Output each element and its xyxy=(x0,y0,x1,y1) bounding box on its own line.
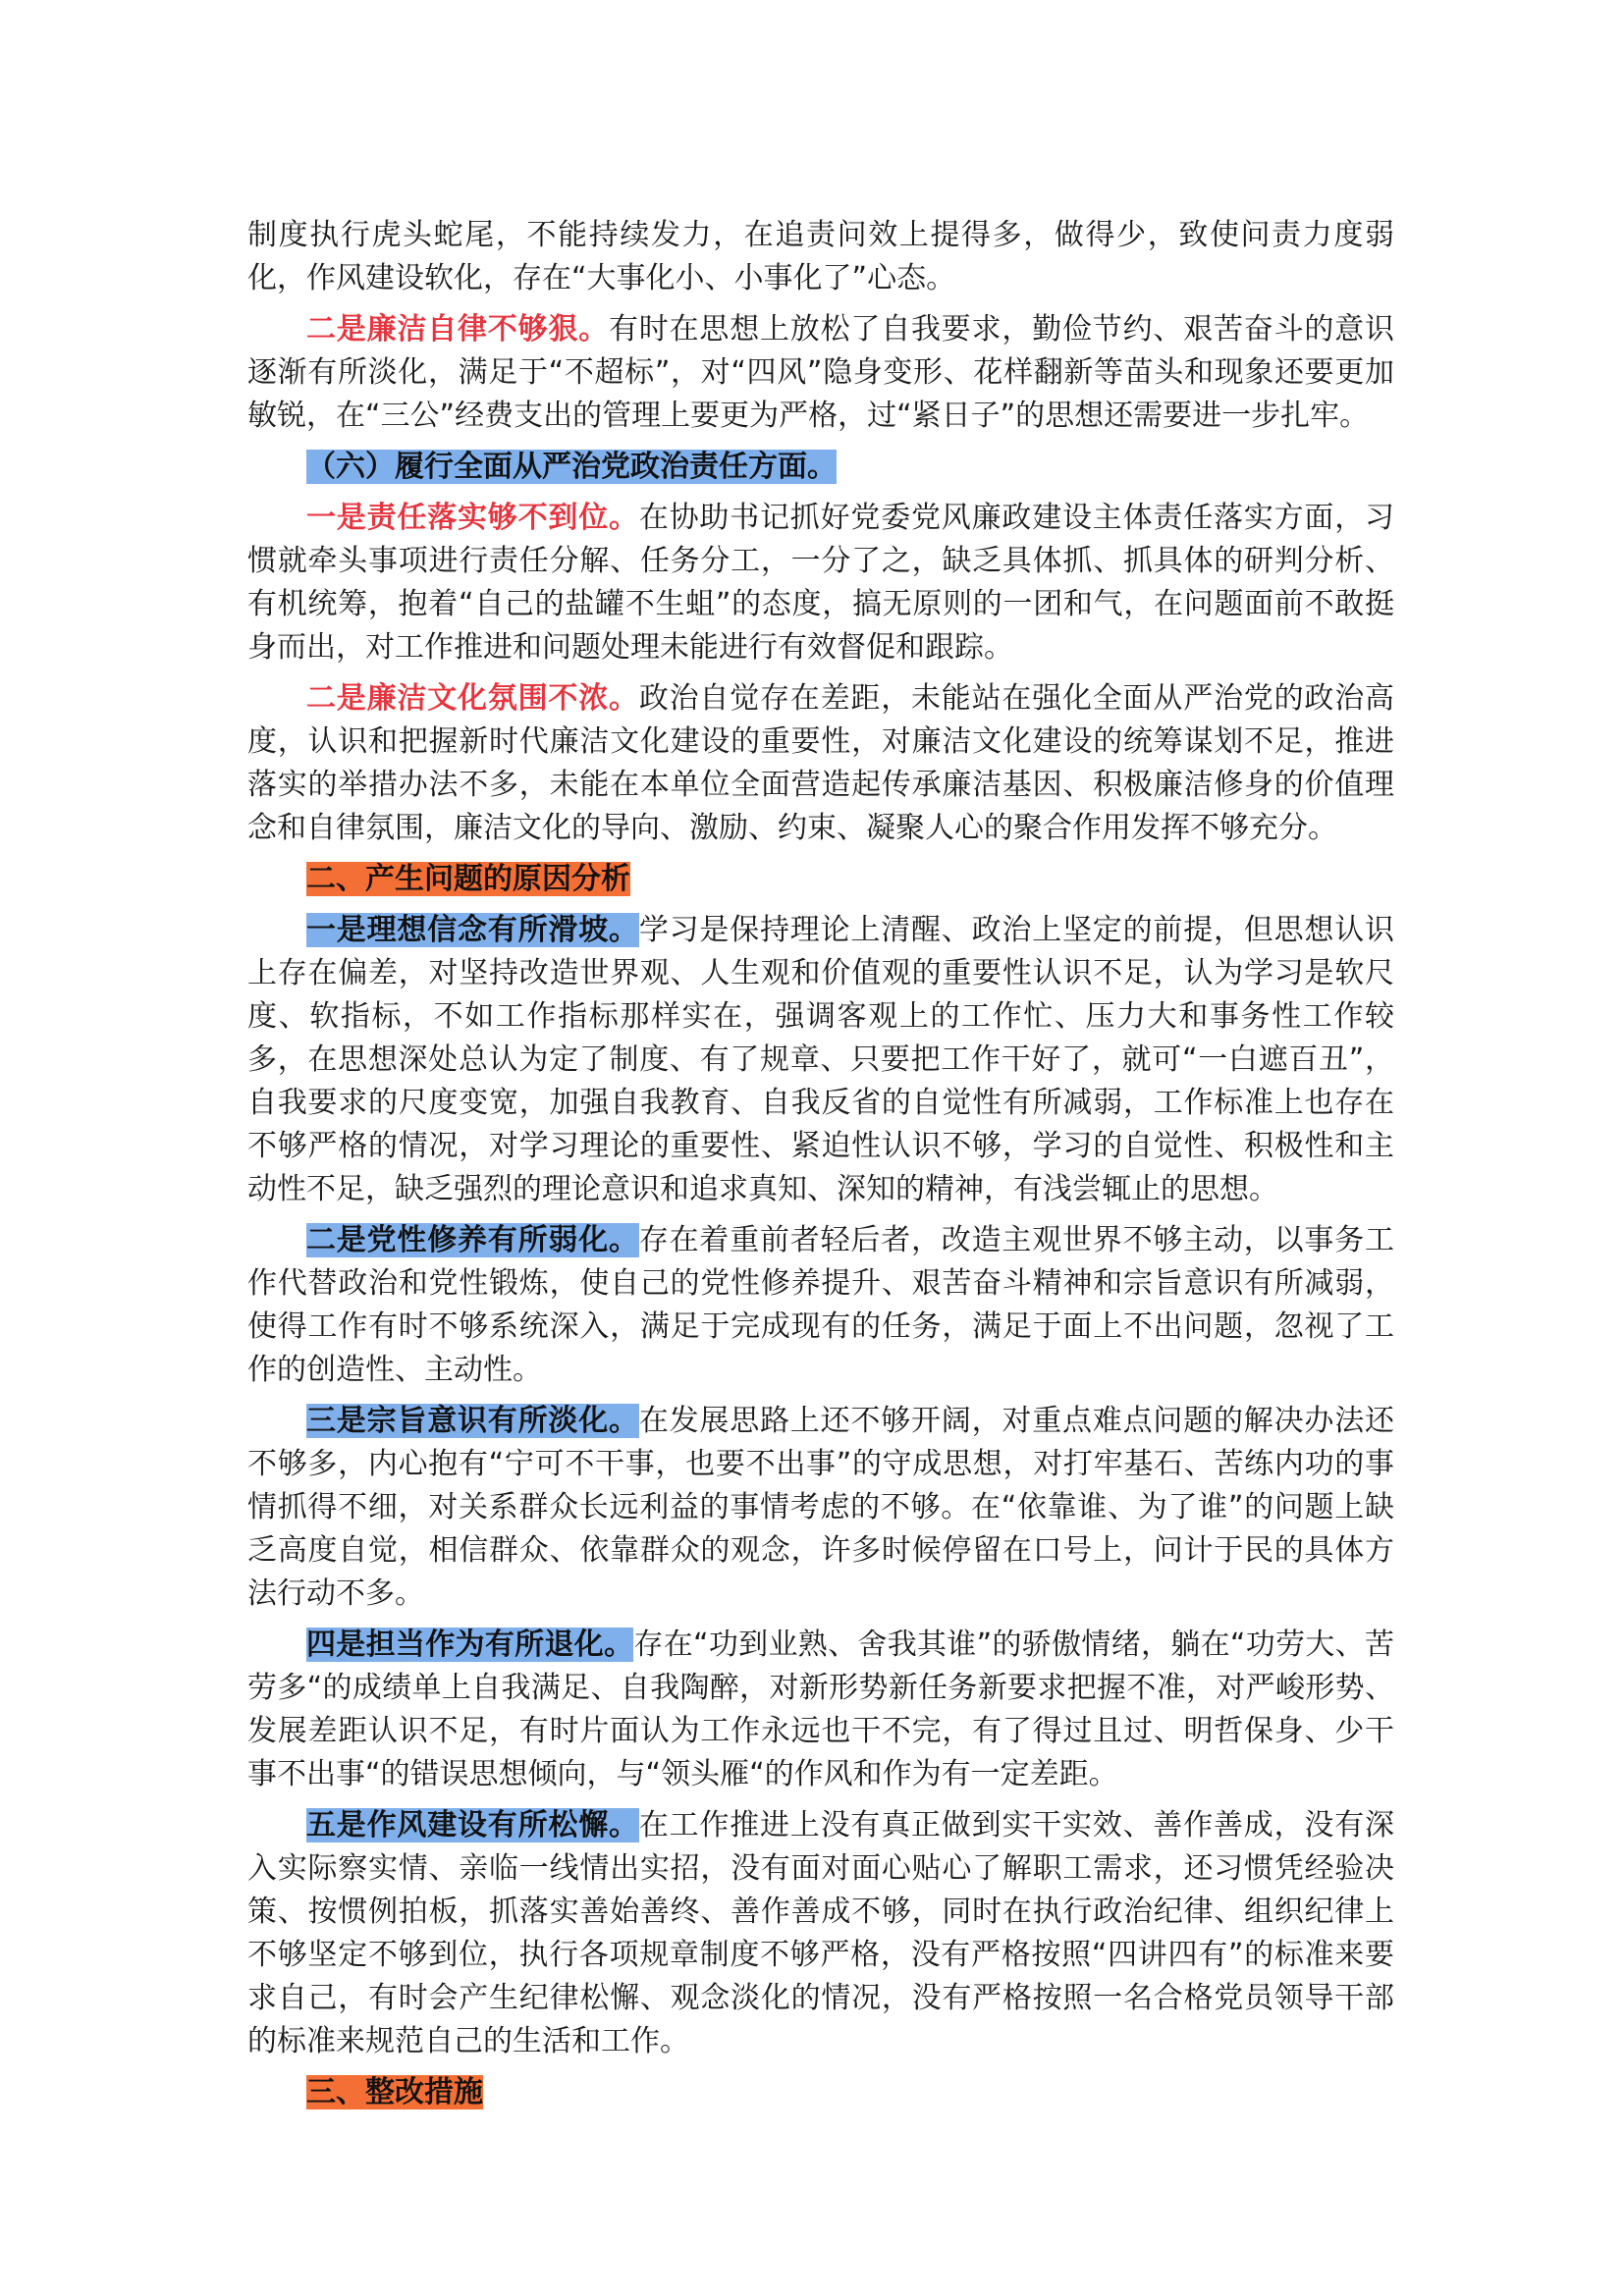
paragraph-text: 存在着重前者轻后者，改造主观世界不够主动，以事务工作代替政治和党性锻炼，使自己的党性修养提升、艰苦奋斗精神和宗旨意识有所减弱，使得工作有时不够系统深入，满足于完成现有的任务，满足于面上不出问题，忽视了工作的创造性、主动性。 xyxy=(247,1223,1395,1387)
lead-phrase: 三是宗旨意识有所淡化。 xyxy=(306,1404,639,1438)
paragraph xyxy=(247,1400,1394,1616)
paragraph-text: 学习是保持理论上清醒、政治上坚定的前提，但思想认识上存在偏差，对坚持改造世界观、人生观和价值观的重要性认识不足，认为学习是软尺度、软指标，不如工作指标那样实在，强调客观上的工作忙、压力大和事务性工作较多，在思想深处总认为定了制度、有了规章、只要把工作干好了，就可“一白遮百丑”，自我要求的尺度变宽，加强自我教育、自我反省的自觉性有所减弱，工作标准上也存在不够严格的情况，对学习理论的重要性、紧迫性认识不够，学习的自觉性、积极性和主动性不足，缺乏强烈的理论意识和追求真知、深知的精神，有浅尝辄止的思想。 xyxy=(247,913,1395,1206)
heading-text: 三、整改措施 xyxy=(306,2075,483,2109)
paragraph-text: 政治自觉存在差距，未能站在强化全面从严治党的政治高度，认识和把握新时代廉洁文化建设的重要性，对廉洁文化建设的统筹谋划不足，推进落实的举措办法不多，未能在本单位全面营造起传承廉洁基因、积极廉洁修身的价值理念和自律氛围，廉洁文化的导向、激励、约束、凝聚人心的聚合作用发挥不够充分。 xyxy=(247,681,1395,845)
lead-phrase: 四是担当作为有所退化。 xyxy=(306,1628,634,1662)
paragraph xyxy=(247,909,1394,1211)
paragraph xyxy=(247,677,1394,850)
paragraph xyxy=(247,1804,1394,2063)
paragraph-text: 在协助书记抓好党委党风廉政建设主体责任落实方面，习惯就牵头事项进行责任分解、任务分工，一分了之，缺乏具体抓、抓具体的研判分析、有机统筹，抱着“自己的盐罐不生蛆”的态度，搞无原则的一团和气，在问题面前不敢挺身而出，对工作推进和问题处理未能进行有效督促和跟踪。 xyxy=(247,501,1395,665)
paragraph-text: 有时在思想上放松了自我要求，勤俭节约、艰苦奋斗的意识逐渐有所淡化，满足于“不超标”，对“四风”隐身变形、花样翻新等苗头和现象还要更加敏锐，在“三公”经费支出的管理上要更为严格，过“紧日子”的思想还需要进一步扎牢。 xyxy=(247,312,1394,433)
paragraph xyxy=(247,214,1394,300)
document-body xyxy=(247,214,1394,2122)
section-heading xyxy=(247,858,1394,901)
paragraph-text: 在发展思路上还不够开阔，对重点难点问题的解决办法还不够多，内心抱有“宁可不干事，也要不出事”的守成思想，对打牢基石、苦练内功的事情抓得不细，对关系群众长远利益的事情考虑的不够。在“依靠谁、为了谁”的问题上缺乏高度自觉，相信群众、依靠群众的观念，许多时候停留在口号上，问计于民的具体方法行动不多。 xyxy=(247,1404,1395,1611)
paragraph-text: 在工作推进上没有真正做到实干实效、善作善成，没有深入实际察实情、亲临一线情出实招，没有面对面心贴心了解职工需求，还习惯凭经验决策、按惯例拍板，抓落实善始善终、善作善成不够，同时在执行政治纪律、组织纪律上不够坚定不够到位，执行各项规章制度不够严格，没有严格按照“四讲四有”的标准来要求自己，有时会产生纪律松懈、观念淡化的情况，没有严格按照一名合格党员领导干部的标准来规范自己的生活和工作。 xyxy=(247,1808,1395,2058)
paragraph xyxy=(247,1219,1394,1392)
paragraph xyxy=(247,1624,1394,1796)
lead-phrase: 二是廉洁自律不够狠。 xyxy=(306,312,609,347)
lead-phrase: 二是党性修养有所弱化。 xyxy=(306,1223,639,1257)
paragraph xyxy=(247,497,1394,669)
lead-phrase: 二是廉洁文化氛围不浓。 xyxy=(306,681,639,716)
lead-phrase: 五是作风建设有所松懈。 xyxy=(306,1808,639,1842)
section-heading xyxy=(247,2071,1394,2114)
paragraph-text: 存在“功到业熟、舍我其谁”的骄傲情绪，躺在“功劳大、苦劳多“的成绩单上自我满足、自我陶醉，对新形势新任务新要求把握不准，对严峻形势、发展差距认识不足，有时片面认为工作永远也干不完，有了得过且过、明哲保身、少干事不出事“的错误思想倾向，与“领头雁“的作风和作为有一定差距。 xyxy=(247,1628,1394,1791)
lead-phrase: 一是理想信念有所滑坡。 xyxy=(306,913,639,947)
paragraph xyxy=(247,308,1394,438)
section-subheading xyxy=(247,446,1394,489)
lead-phrase: 一是责任落实够不到位。 xyxy=(306,501,639,535)
paragraph-text: 制度执行虎头蛇尾，不能持续发力，在追责问效上提得多，做得少，致使问责力度弱化，作风建设软化，存在“大事化小、小事化了”心态。 xyxy=(247,218,1394,295)
heading-text: 二、产生问题的原因分析 xyxy=(306,862,630,896)
subheading-text: （六）履行全面从严治党政治责任方面。 xyxy=(306,450,837,484)
